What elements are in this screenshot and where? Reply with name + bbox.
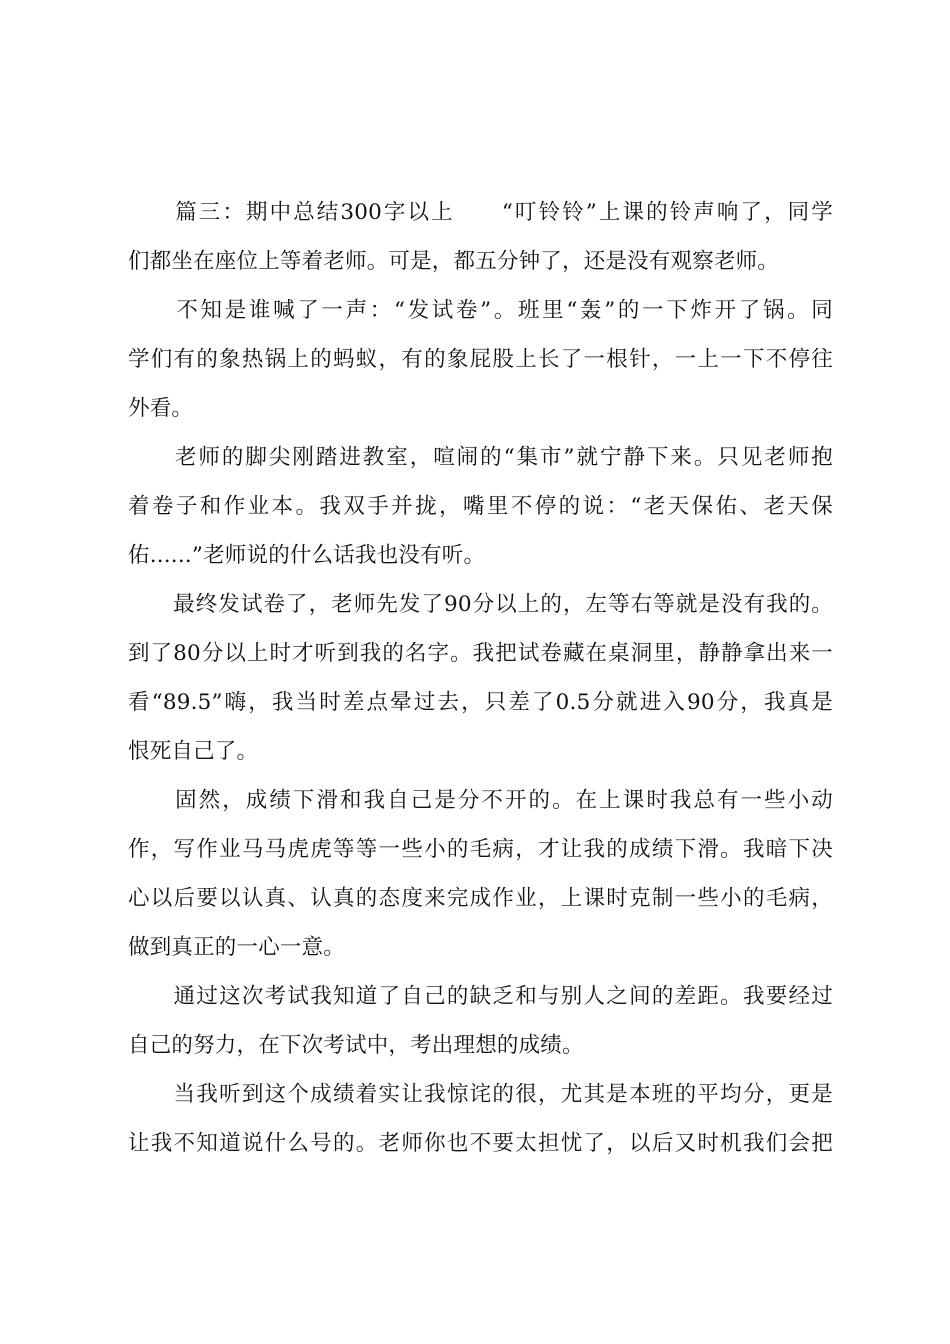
paragraph-line: 们都坐在座位上等着老师。可是，都五分钟了，还是没有观察老师。 xyxy=(128,249,780,274)
paragraph-line: 当我听到这个成绩着实让我惊诧的很，尤其是本班的平均分，更是 xyxy=(128,1082,833,1107)
paragraph-line: 外看。 xyxy=(128,396,194,421)
paragraph-4 xyxy=(128,580,833,776)
paragraph-line: 篇三：期中总结300字以上 “叮铃铃”上课的铃声响了，同学 xyxy=(128,200,833,225)
paragraph-line: 通过这次考试我知道了自己的缺乏和与别人之间的差距。我要经过 xyxy=(128,984,833,1009)
paragraph-line: 固然，成绩下滑和我自己是分不开的。在上课时我总有一些小动 xyxy=(128,788,833,813)
paragraph-line: 看“89.5”嗨，我当时差点晕过去，只差了0.5分就进入90分，我真是 xyxy=(128,690,833,715)
paragraph-line: 着卷子和作业本。我双手并拢，嘴里不停的说：“老天保佑、老天保 xyxy=(128,494,833,519)
paragraph-line: 作，写作业马马虎虎等等一些小的毛病，才让我的成绩下滑。我暗下决 xyxy=(128,837,833,862)
paragraph-line: 学们有的象热锅上的蚂蚁，有的象屁股上长了一根针，一上一下不停往 xyxy=(128,347,833,372)
paragraph-line: 到了80分以上时才听到我的名字。我把试卷藏在桌洞里，静静拿出来一 xyxy=(128,641,833,666)
paragraph-1 xyxy=(128,188,833,286)
paragraph-line: 老师的脚尖刚踏进教室，喧闹的“集市”就宁静下来。只见老师抱 xyxy=(128,445,833,470)
paragraph-2 xyxy=(128,286,833,433)
paragraph-line: 心以后要以认真、认真的态度来完成作业，上课时克制一些小的毛病， xyxy=(128,886,833,911)
paragraph-line: 让我不知道说什么号的。老师你也不要太担忧了，以后又时机我们会把 xyxy=(128,1131,833,1156)
paragraph-7 xyxy=(128,1070,833,1168)
document-body xyxy=(128,188,833,1168)
paragraph-6 xyxy=(128,972,833,1070)
paragraph-line: 自己的努力，在下次考试中，考出理想的成绩。 xyxy=(128,1033,584,1058)
paragraph-3 xyxy=(128,433,833,580)
paragraph-5 xyxy=(128,776,833,972)
paragraph-line: 佑......”老师说的什么话我也没有听。 xyxy=(128,543,486,568)
paragraph-line: 最终发试卷了，老师先发了90分以上的，左等右等就是没有我的。 xyxy=(128,592,833,617)
paragraph-line: 做到真正的一心一意。 xyxy=(128,935,346,960)
paragraph-line: 不知是谁喊了一声：“发试卷”。班里“轰”的一下炸开了锅。同 xyxy=(128,298,833,323)
paragraph-line: 恨死自己了。 xyxy=(128,739,259,764)
